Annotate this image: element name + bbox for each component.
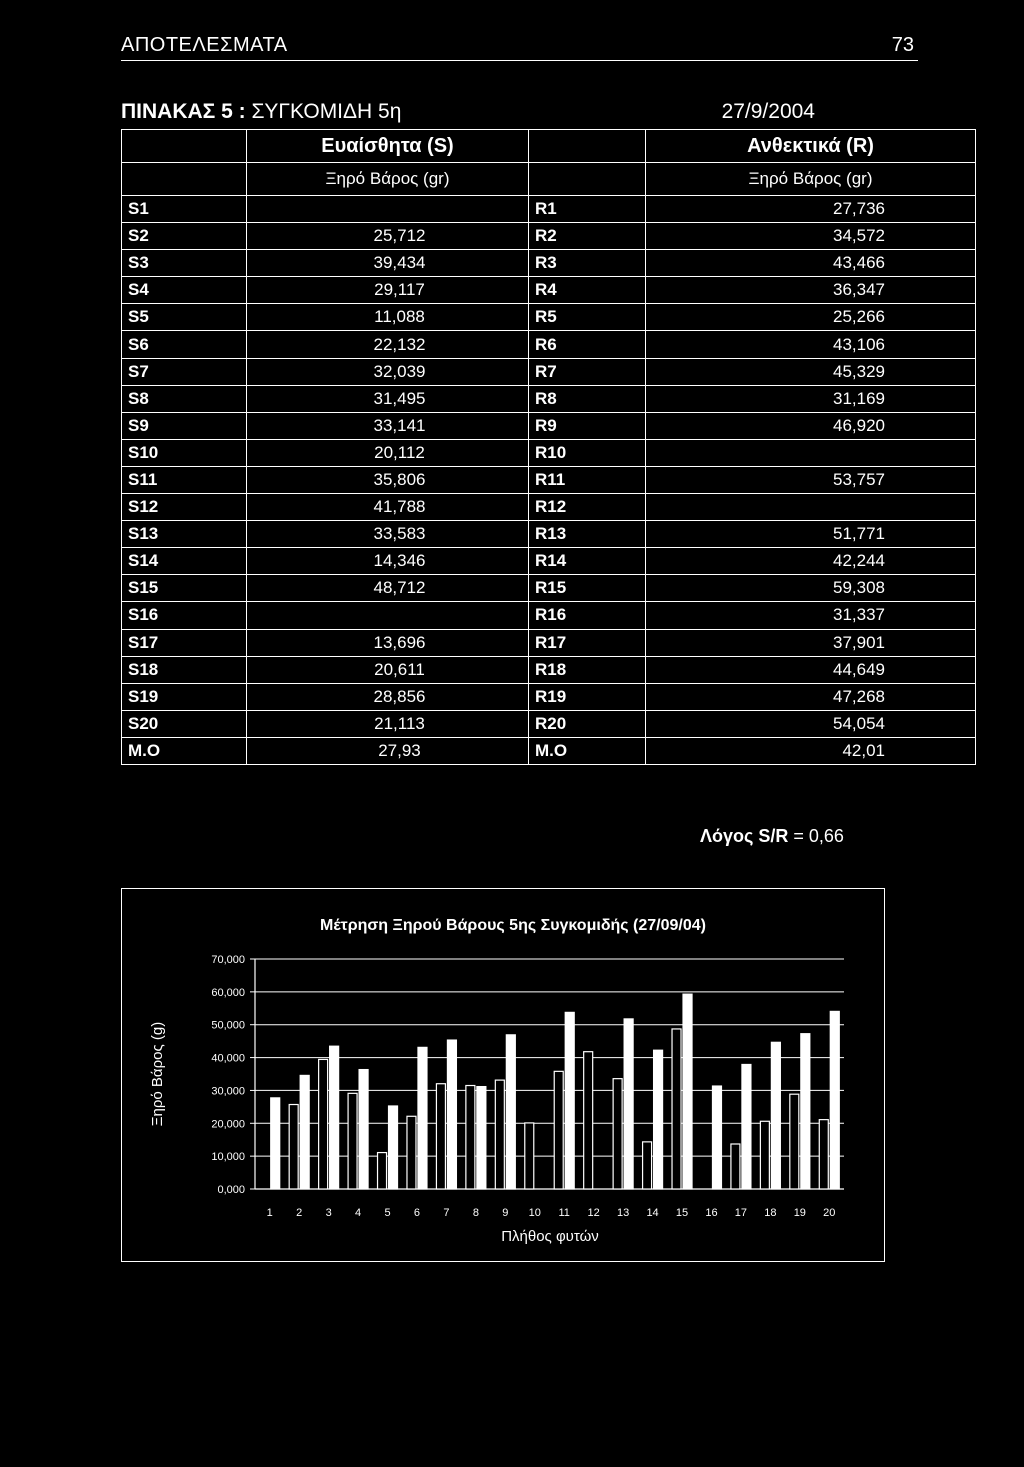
bar-series-2-9 — [506, 1035, 515, 1189]
dry-weight-s — [247, 602, 529, 629]
table-row — [122, 683, 976, 710]
bar-series-1-19 — [790, 1094, 799, 1189]
x-tick-label: 1 — [266, 1207, 273, 1219]
group-header-resistant: Ανθεκτικά (R) — [646, 130, 976, 163]
bar-series-2-18 — [771, 1042, 780, 1189]
sample-id-r: R18 — [529, 656, 646, 683]
page-number: 73 — [891, 34, 914, 56]
y-tick-label: 70,000 — [211, 954, 245, 966]
sample-id-s: S14 — [122, 548, 247, 575]
dry-weight-s: 31,495 — [247, 385, 529, 412]
sample-id-r: R7 — [529, 358, 646, 385]
sample-id-r: R20 — [529, 710, 646, 737]
dry-weight-s: 14,346 — [247, 548, 529, 575]
table-title-text: ΣΥΓΚΟΜΙΔΗ 5η — [245, 100, 402, 123]
bar-series-1-2 — [289, 1105, 298, 1189]
sample-id-r: R14 — [529, 548, 646, 575]
bar-series-1-14 — [643, 1142, 652, 1189]
dry-weight-r: 25,266 — [646, 304, 976, 331]
dry-weight-r: 54,054 — [646, 710, 976, 737]
dry-weight-s: 20,112 — [247, 439, 529, 466]
table-title — [121, 100, 401, 124]
sample-id-s: S5 — [122, 304, 247, 331]
dry-weight-s: 11,088 — [247, 304, 529, 331]
y-tick-label: 20,000 — [211, 1118, 245, 1131]
dry-weight-r: 34,572 — [646, 223, 976, 250]
dry-weight-r: 45,329 — [646, 358, 976, 385]
y-tick-label: 10,000 — [211, 1151, 245, 1164]
dry-weight-s: 35,806 — [247, 466, 529, 493]
table-row — [122, 737, 976, 764]
sample-id-r: R11 — [529, 466, 646, 493]
bar-series-2-1 — [271, 1098, 280, 1189]
bar-series-1-4 — [348, 1093, 357, 1189]
group-header-sensitive: Ευαίσθητα (S) — [247, 130, 529, 163]
chart — [122, 889, 884, 1261]
x-tick-label: 10 — [528, 1207, 541, 1219]
dry-weight-s: 33,583 — [247, 521, 529, 548]
table-row — [122, 331, 976, 358]
sample-id-r: R4 — [529, 277, 646, 304]
bar-series-2-11 — [565, 1012, 574, 1189]
table-row — [122, 466, 976, 493]
sample-id-s: S8 — [122, 385, 247, 412]
table-date: 27/9/2004 — [721, 100, 815, 123]
dry-weight-r: 53,757 — [646, 466, 976, 493]
page-header — [121, 32, 918, 61]
x-tick-label: 16 — [705, 1207, 718, 1219]
y-tick-label: 60,000 — [211, 986, 245, 999]
bar-series-2-3 — [330, 1046, 339, 1189]
table-caption — [121, 100, 815, 128]
table-row — [122, 439, 976, 466]
results-table — [121, 129, 976, 765]
bar-series-2-6 — [418, 1047, 427, 1189]
bar-series-1-17 — [731, 1144, 740, 1189]
table-group-header-row — [122, 130, 976, 163]
x-tick-label: 4 — [355, 1207, 362, 1219]
dry-weight-s: 33,141 — [247, 412, 529, 439]
dry-weight-s: 27,93 — [247, 737, 529, 764]
dry-weight-s: 29,117 — [247, 277, 529, 304]
dry-weight-s: 20,611 — [247, 656, 529, 683]
x-tick-label: 19 — [793, 1207, 806, 1219]
bar-series-1-13 — [613, 1079, 622, 1189]
dry-weight-s: 41,788 — [247, 494, 529, 521]
bar-series-1-6 — [407, 1116, 416, 1189]
dry-weight-s: 48,712 — [247, 575, 529, 602]
sample-id-r: R16 — [529, 602, 646, 629]
y-tick-label: 30,000 — [211, 1085, 245, 1098]
header-blank-cell — [122, 130, 247, 163]
bar-series-2-13 — [624, 1019, 633, 1189]
dry-weight-r: 42,01 — [646, 737, 976, 764]
table-row — [122, 494, 976, 521]
chart-title: Μέτρηση Ξηρού Βάρους 5ης Συγκομιδής (27/09/04) — [320, 917, 706, 934]
header-blank-cell — [529, 163, 646, 196]
sample-id-s: S1 — [122, 196, 247, 223]
sample-id-r: R17 — [529, 629, 646, 656]
y-tick-label: 40,000 — [211, 1052, 245, 1065]
x-tick-label: 13 — [617, 1207, 630, 1219]
dry-weight-r — [646, 439, 976, 466]
dry-weight-s: 39,434 — [247, 250, 529, 277]
table-row — [122, 656, 976, 683]
sample-id-r: R9 — [529, 412, 646, 439]
dry-weight-r: 43,106 — [646, 331, 976, 358]
sample-id-s: S12 — [122, 494, 247, 521]
sample-id-r: R3 — [529, 250, 646, 277]
sample-id-s: S13 — [122, 521, 247, 548]
sample-id-s: S6 — [122, 331, 247, 358]
sample-id-r: R12 — [529, 494, 646, 521]
sample-id-s: S15 — [122, 575, 247, 602]
dry-weight-s: 13,696 — [247, 629, 529, 656]
header-blank-cell — [122, 163, 247, 196]
bar-series-1-18 — [760, 1121, 769, 1189]
bar-series-1-5 — [378, 1153, 387, 1189]
bar-series-2-16 — [712, 1086, 721, 1189]
dry-weight-s — [247, 196, 529, 223]
dry-weight-s: 28,856 — [247, 683, 529, 710]
table-row — [122, 575, 976, 602]
dry-weight-r: 42,244 — [646, 548, 976, 575]
bar-series-2-19 — [801, 1034, 810, 1189]
sample-id-r: R15 — [529, 575, 646, 602]
sample-id-r: R6 — [529, 331, 646, 358]
sample-id-r: R8 — [529, 385, 646, 412]
x-tick-label: 15 — [675, 1207, 689, 1219]
table-row — [122, 602, 976, 629]
x-tick-label: 7 — [443, 1207, 450, 1219]
x-tick-label: 8 — [472, 1207, 479, 1219]
x-tick-label: 3 — [325, 1207, 332, 1219]
bar-series-1-11 — [554, 1071, 563, 1189]
chart-frame — [121, 888, 885, 1262]
y-axis-label: Ξηρό Βάρος (g) — [149, 1021, 166, 1127]
dry-weight-r: 44,649 — [646, 656, 976, 683]
header-blank-cell — [529, 130, 646, 163]
table-title-number: ΠΙΝΑΚΑΣ 5 : — [121, 100, 246, 123]
dry-weight-r: 46,920 — [646, 412, 976, 439]
bar-series-1-3 — [319, 1059, 328, 1189]
bar-series-1-7 — [436, 1084, 445, 1189]
sample-id-s: S3 — [122, 250, 247, 277]
bar-series-1-9 — [495, 1080, 504, 1189]
dry-weight-r: 36,347 — [646, 277, 976, 304]
table-row — [122, 196, 976, 223]
sample-id-s: S4 — [122, 277, 247, 304]
sample-id-s: S9 — [122, 412, 247, 439]
dry-weight-s: 32,039 — [247, 358, 529, 385]
dry-weight-r: 43,466 — [646, 250, 976, 277]
sample-id-s: S17 — [122, 629, 247, 656]
table-row — [122, 412, 976, 439]
x-tick-label: 6 — [413, 1207, 421, 1219]
sample-id-s: S7 — [122, 358, 247, 385]
dry-weight-r: 31,337 — [646, 602, 976, 629]
section-title: ΑΠΟΤΕΛΕΣΜΑΤΑ — [121, 34, 288, 56]
dry-weight-s: 22,132 — [247, 331, 529, 358]
dry-weight-r: 51,771 — [646, 521, 976, 548]
sample-id-r: M.O — [529, 737, 646, 764]
unit-header-sensitive: Ξηρό Βάρος (gr) — [247, 163, 529, 196]
bar-series-2-4 — [359, 1070, 368, 1189]
x-tick-label: 20 — [823, 1207, 836, 1219]
x-tick-label: 14 — [646, 1207, 659, 1219]
sample-id-s: S16 — [122, 602, 247, 629]
unit-header-resistant: Ξηρό Βάρος (gr) — [646, 163, 976, 196]
x-tick-label: 12 — [587, 1207, 600, 1219]
dry-weight-r — [646, 494, 976, 521]
y-tick-label: 50,000 — [211, 1019, 245, 1032]
bar-series-1-20 — [819, 1120, 828, 1189]
bar-series-2-2 — [300, 1075, 309, 1189]
table-row — [122, 521, 976, 548]
sample-id-s: S10 — [122, 439, 247, 466]
table-row — [122, 358, 976, 385]
x-tick-label: 9 — [502, 1207, 509, 1219]
sample-id-s: M.O — [122, 737, 247, 764]
sample-id-s: S18 — [122, 656, 247, 683]
table-row — [122, 277, 976, 304]
dry-weight-r: 27,736 — [646, 196, 976, 223]
bar-series-2-17 — [742, 1064, 751, 1189]
sample-id-r: R1 — [529, 196, 646, 223]
table-row — [122, 629, 976, 656]
sample-id-r: R2 — [529, 223, 646, 250]
table-row — [122, 548, 976, 575]
bar-series-2-20 — [830, 1011, 839, 1189]
table-row — [122, 304, 976, 331]
bar-series-2-14 — [654, 1050, 663, 1189]
bar-series-2-8 — [477, 1087, 486, 1189]
ratio-label: Λόγος S/R — [700, 826, 789, 846]
x-tick-label: 18 — [764, 1207, 777, 1219]
ratio-line — [700, 826, 844, 847]
bar-series-1-10 — [525, 1123, 534, 1189]
table-row — [122, 710, 976, 737]
dry-weight-r: 37,901 — [646, 629, 976, 656]
sample-id-r: R19 — [529, 683, 646, 710]
x-tick-label: 5 — [384, 1207, 391, 1219]
dry-weight-r: 47,268 — [646, 683, 976, 710]
dry-weight-r: 31,169 — [646, 385, 976, 412]
bar-series-2-7 — [447, 1040, 456, 1189]
sample-id-s: S11 — [122, 466, 247, 493]
table-row — [122, 385, 976, 412]
sample-id-r: R10 — [529, 439, 646, 466]
table-row — [122, 223, 976, 250]
x-tick-label: 17 — [734, 1207, 748, 1219]
x-tick-label: 11 — [558, 1207, 570, 1219]
sample-id-s: S19 — [122, 683, 247, 710]
bar-series-2-5 — [389, 1106, 398, 1189]
y-tick-label: 0,000 — [217, 1184, 245, 1196]
bar-series-1-8 — [466, 1086, 475, 1189]
bar-series-1-15 — [672, 1029, 681, 1189]
table-unit-header-row — [122, 163, 976, 196]
bar-series-2-15 — [683, 994, 692, 1189]
bar-series-1-12 — [584, 1052, 593, 1189]
sample-id-r: R5 — [529, 304, 646, 331]
sample-id-s: S20 — [122, 710, 247, 737]
x-tick-label: 2 — [296, 1207, 303, 1219]
sample-id-r: R13 — [529, 521, 646, 548]
dry-weight-r: 59,308 — [646, 575, 976, 602]
ratio-value: = 0,66 — [788, 826, 844, 846]
sample-id-s: S2 — [122, 223, 247, 250]
table-row — [122, 250, 976, 277]
dry-weight-s: 21,113 — [247, 710, 529, 737]
dry-weight-s: 25,712 — [247, 223, 529, 250]
x-axis-label: Πλήθος φυτών — [501, 1228, 599, 1245]
